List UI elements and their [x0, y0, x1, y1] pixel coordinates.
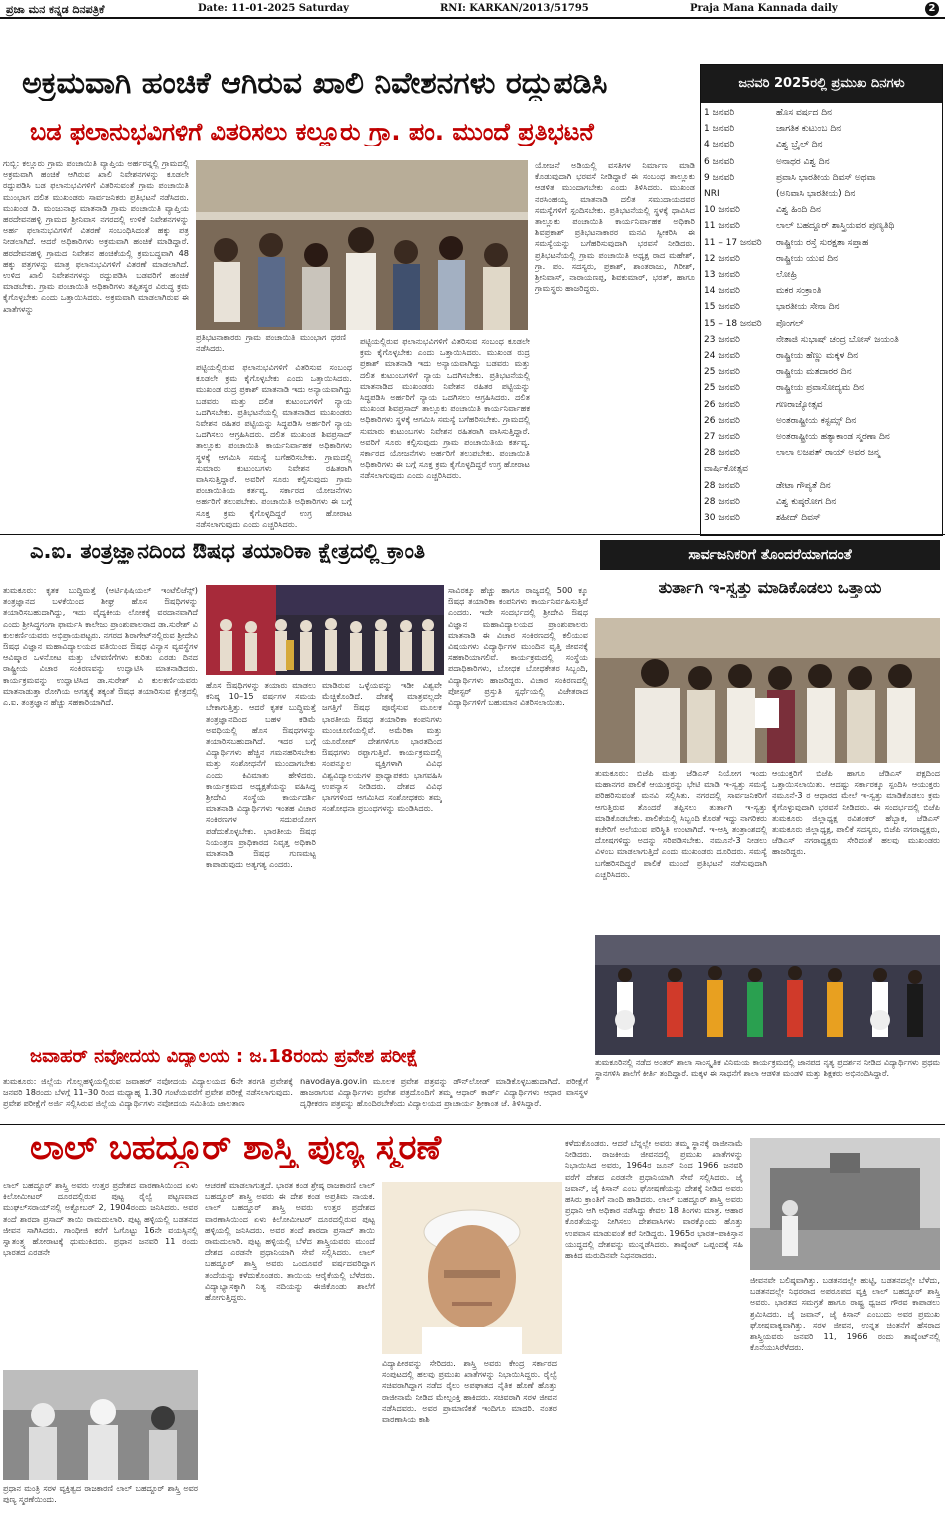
key-date-event: ರಾಷ್ಟ್ರೀಯ ಮತದಾರರ ದಿನ: [776, 367, 852, 378]
key-date-row: [704, 285, 939, 298]
key-date-date: 28 ಜನವರಿ: [704, 448, 740, 459]
key-date-event: ಜಾಗತಿಕ ಕುಟುಂಬ ದಿನ: [776, 124, 842, 135]
lead-column-3: ಯೋಜನೆ ಅಡಿಯಲ್ಲಿ ವಸತಿಗಳ ನಿರ್ಮಾಣ ಮಾಡಿ ಕೊಡುವುದಾಗಿ ಭರವಸೆ ನೀಡಿದ್ದಾರೆ ಈ ಸಂಬಂಧ ತಾಲ್ಲೂಕು ಆಡಳಿತ ಮುಂದಾಗಬೇಕು ಎಂದು ತಿಳಿಸಿದರು. ಮುಖಂಡ ನರಸಿಂಹಯ್ಯ ಮಾತನಾಡಿ ದಲಿತ ಸಮುದಾಯದವರ ಸಮಸ್ಯೆಗಳಿಗೆ ಸ್ಪಂದಿಸಬೇಕು. ಪ್ರತಿಭಟನೆಯಲ್ಲಿ ಸ್ಥಳಕ್ಕೆ ಧಾವಿಸಿದ ತಾಲ್ಲೂಕು ಪಂಚಾಯಿತಿ ಕಾರ್ಯನಿರ್ವಾಹಕ ಅಧಿಕಾರಿ ಶಿವಪ್ರಕಾಶ್ ಪ್ರತಿಭಟನಾಕಾರರ ಮನವಿ ಸ್ವೀಕರಿಸಿ ಈ ಸಮಸ್ಯೆಯನ್ನು ಬಗೆಹರಿಸುವುದಾಗಿ ಭರವಸೆ ನೀಡಿದರು. ಪ್ರತಿಭಟನೆಯಲ್ಲಿ ಗ್ರಾಮ ಪಂಚಾಯಿತಿ ಅಧ್ಯಕ್ಷ ರಾದ ಮಹೇಶ್, ಗ್ರಾ. ಪಂ. ಸದಸ್ಯರು, ಪ್ರಕಾಶ್, ಶಾಂತರಾಜು, ಗಿರೀಶ್, ಶ್ರೀನಿವಾಸ್, ನಾರಾಯಣಪ್ಪ, ಶಿವಕುಮಾರ್, ಭರತ್, ಹಾಗೂ ಗ್ರಾಮಸ್ಥರು ಹಾಜರಿದ್ದರು.: [535, 160, 695, 294]
key-date-event: ಹೊಸ ವರ್ಷದ ದಿನ: [776, 108, 833, 118]
lead-photo-caption: ಪ್ರತಿಭಟನಾಕಾರರು ಗ್ರಾಮ ಪಂಚಾಯಿತಿ ಮುಂಭಾಗ ಧರಣಿ ನಡೆಸಿದರು.: [196, 333, 346, 353]
eswathu-photo: [595, 618, 940, 763]
protest-crowd-image: [196, 160, 528, 330]
key-date-date: 12 ಜನವರಿ: [704, 253, 740, 264]
key-date-date: 1 ಜನವರಿ: [704, 108, 735, 118]
key-date-date: 11 – 17 ಜನವರಿ: [704, 237, 762, 248]
shastri-column-3: ವಿದ್ಯಾಪೀಠವನ್ನು ಸೇರಿದರು. ಶಾಸ್ತ್ರಿ ಅವರು ಕೇಂದ್ರ ಸರ್ಕಾರದ ಸಂಪುಟದಲ್ಲಿ ಹಲವು ಪ್ರಮುಖ ಖಾತೆಗಳನ್ನು ನಿಭಾಯಿಸಿದ್ದರು. ರೈಲ್ವೆ ಸಚಿವರಾಗಿದ್ದಾಗ ನಡೆದ ರೈಲು ಅಪಘಾತದ ನೈತಿಕ ಹೊಣೆ ಹೊತ್ತು ರಾಜೀನಾಮೆ ನೀಡಿದ ಮೇಲ್ಪಂಕ್ತಿ ಹಾಕಿದರು. ಸಚಿವರಾಗಿ ಸರಳ ಜೀವನ ನಡೆಸಿದವರು. ಅವರ ಪ್ರಾಮಾಣಿಕತೆ ಇಂದಿಗೂ ಮಾದರಿ. ನಂತರ ವಾರಣಾಸಿಯ ಕಾಶಿ: [382, 1358, 557, 1425]
eswathu-column-1: ತುಮಕೂರು: ಬಿಜೆಪಿ ಮತ್ತು ಜೆಡಿಎಸ್ ನಿಯೋಗ ಇಂದು ಮಹಾನಗರ ಪಾಲಿಕೆ ಆಯುಕ್ತರನ್ನು ಭೇಟಿ ಮಾಡಿ ಇ-ಸ್ವತ್ತು ಸಮಸ್ಯೆ ಪರಿಹರಿಸುವಂತೆ ಮನವಿ ಸಲ್ಲಿಸಿತು. ನಗರದಲ್ಲಿ ಸಾರ್ವಜನಿಕರಿಗೆ ಆಗುತ್ತಿರುವ ತೊಂದರೆ ತಪ್ಪಿಸಲು ತುರ್ತಾಗಿ ಇ-ಸ್ವತ್ತು ಮಾಡಿಕೊಡಬೇಕು. ಪಾಲಿಕೆಯಲ್ಲಿ ಸಿಬ್ಬಂದಿ ಕೊರತೆ ಇದ್ದು ನಾಗರಿಕರು ಕಚೇರಿಗೆ ಅಲೆಯುವ ಪರಿಸ್ಥಿತಿ ಉಂಟಾಗಿದೆ. ಇ-ಆಸ್ತಿ ತಂತ್ರಾಂಶದಲ್ಲಿ ದೋಷಗಳಿದ್ದು ಅದನ್ನು ಸರಿಪಡಿಸಬೇಕು. ನಮೂನೆ-3 ನೀಡಲು ವಿಳಂಬ ಮಾಡಲಾಗುತ್ತಿದೆ ಎಂದು ಮುಖಂಡರು ದೂರಿದರು. ಸಮಸ್ಯೆ ಬಗೆಹರಿಸದಿದ್ದರೆ ಪಾಲಿಕೆ ಮುಂದೆ ಪ್ರತಿಭಟನೆ ನಡೆಸುವುದಾಗಿ ಎಚ್ಚರಿಸಿದರು.: [595, 768, 767, 879]
key-date-date: 25 ಜನವರಿ: [704, 367, 740, 378]
key-date-date: 1 ಜನವರಿ: [704, 124, 735, 135]
section-divider-2: [0, 1124, 945, 1125]
key-date-date: 28 ಜನವರಿ: [704, 496, 740, 507]
key-date-event: ಡೇಟಾ ಗೌಪ್ಯತೆ ದಿನ: [776, 480, 831, 491]
paper-name: Praja Mana Kannada daily: [690, 3, 838, 14]
key-date-event: ಅಂತರಾಷ್ಟ್ರೀಯ ಕಸ್ಟಮ್ಸ್ ದಿನ: [776, 415, 857, 426]
key-date-row: [704, 188, 939, 201]
lead-photo: [196, 160, 528, 330]
key-dates-box: [700, 64, 943, 536]
key-date-date: 26 ಜನವರಿ: [704, 399, 740, 410]
rni-number: RNI: KARKAN/2013/51795: [440, 3, 589, 14]
shastri-headline: ಲಾಲ್ ಬಹದ್ದೂರ್ ಶಾಸ್ತ್ರಿ ಪುಣ್ಯ ಸ್ಮರಣೆ: [30, 1128, 442, 1168]
jnv-column-2: navodaya.gov.in ಮೂಲಕ ಪ್ರವೇಶ ಪತ್ರವನ್ನು ಡೌನ್‌ಲೋಡ್ ಮಾಡಿಕೊಳ್ಳಬಹುದಾಗಿದೆ. ಪರೀಕ್ಷೆಗೆ ಹಾಜರಾಗುವ ವಿದ್ಯಾರ್ಥಿಗಳು ಪ್ರವೇಶ ಪತ್ರದೊಂದಿಗೆ ತಮ್ಮ ಆಧಾರ್ ಕಾರ್ಡ್ ವಿದ್ಯಾರ್ಥಿಗಳು ಆಧಾರ ವಾಸಸ್ಥಳ ದೃಢೀಕರಣ ಪತ್ರವನ್ನು ಹೊಂದಿರಬೇಕೆಂದು ವಿದ್ಯಾಲಯದ ಪ್ರಾಚಾರ್ಯ ಶ್ರೀಕಾಂತ ಜೆ. ತಿಳಿಸಿದ್ದಾರೆ.: [300, 1076, 588, 1109]
key-date-row: [704, 139, 939, 152]
key-date-event: ರಾಷ್ಟ್ರೀಯ ಹೆಣ್ಣು ಮಕ್ಕಳ ದಿನ: [776, 351, 859, 361]
ai-column-1: ತುಮಕೂರು: ಕೃತಕ ಬುದ್ಧಿಮತ್ತೆ (ಆರ್ಟಿಫಿಷಿಯಲ್ ಇಂಟೆಲಿಜೆನ್ಸ್) ತಂತ್ರಜ್ಞಾನದ ಬಳಕೆಯಿಂದ ಶೀಘ್ರ ಹೊಸ ಔಷಧಿಗಳನ್ನು ತಯಾರಿಸಬಹುದಾಗಿದ್ದು, ಇದು ವೈದ್ಯಕೀಯ ಲೋಕಕ್ಕೆ ವರದಾನವಾಗಿದೆ ಎಂದು ಶ್ರೀಸಿದ್ಧಗಂಗಾ ಫಾರ್ಮಸಿ ಕಾಲೇಜು ಪ್ರಾಂಶುಪಾಲರಾದ ಡಾ.ಸುರೇಶ್ ವಿ ಕುಲಕರ್ಣಿಯವರು ಅಭಿಪ್ರಾಯಪಟ್ಟರು. ನಗರದ ಶಿರಾಗೇಟ್‌ನಲ್ಲಿರುವ ಶ್ರೀದೇವಿ ಔಷಧ ವಿಜ್ಞಾನ ಮಹಾವಿದ್ಯಾಲಯದ ವತಿಯಿಂದ ಔಷಧ ವಿನ್ಯಾಸ ವ್ಯವಸ್ಥೆಗಳ ಆವಿಷ್ಕಾರ ಒಳನೋಟ ಮತ್ತು ಬೆಳವಣಿಗೆಗಳು ಕುರಿತು ಎರಡು ದಿನದ ರಾಷ್ಟ್ರೀಯ ವಿಚಾರ ಸಂಕಿರಣವನ್ನು ಉದ್ಘಾಟಿಸಿ ಮಾತನಾಡಿದರು. ಕಾರ್ಯಕ್ರಮವನ್ನು ಉದ್ಘಾಟಿಸಿದ ಡಾ.ಸುರೇಶ್ ವಿ ಕುಲಕರ್ಣಿಯವರು ಮಾತನಾಡುತ್ತಾ ರೋಗಿಯ ಅಗತ್ಯಕ್ಕೆ ತಕ್ಕಂತೆ ಔಷಧ ತಯಾರಿಸುವ ಕ್ಷೇತ್ರದಲ್ಲಿ ಎ.ಐ. ತಂತ್ರಜ್ಞಾನ ಹೆಚ್ಚು ಸಹಕಾರಿಯಾಗಿದೆ.: [3, 585, 198, 708]
key-date-event: ರಾಷ್ಟ್ರೀಯ ಪ್ರವಾಸೋದ್ಯಮ ದಿನ: [776, 383, 864, 394]
key-date-event: ಮಕರ ಸಂಕ್ರಾಂತಿ: [776, 286, 822, 297]
key-date-date: 25 ಜನವರಿ: [704, 383, 740, 394]
key-date-row: [704, 447, 939, 460]
key-date-event: ಪೊಂಗಲ್: [776, 318, 804, 329]
lead-headline: ಅಕ್ರಮವಾಗಿ ಹಂಚಿಕೆ ಆಗಿರುವ ಖಾಲಿ ನಿವೇಶನಗಳು ರದ್ದುಪಡಿಸಿ: [22, 66, 608, 101]
key-date-row: [704, 512, 939, 525]
folk-dance-image: [595, 935, 940, 1055]
shastri-portrait: [382, 1182, 562, 1354]
key-date-row: [704, 301, 939, 314]
key-date-date: 13 ಜನವರಿ: [704, 270, 740, 280]
delegation-meeting-image: [595, 618, 940, 763]
key-date-row: [704, 415, 939, 428]
key-date-date: 24 ಜನವರಿ: [704, 351, 740, 361]
key-date-event: ವಿಶ್ವ ಕುಷ್ಠರೋಗ ದಿನ: [776, 496, 837, 507]
key-date-date: 15 ಜನವರಿ: [704, 302, 740, 313]
key-date-event: ವಿಶ್ವ ಬ್ರೈಲ್ ದಿನ: [776, 140, 823, 151]
key-date-event: ಲಾಲ್ ಬಹದ್ದೂರ್ ಶಾಸ್ತ್ರಿಯವರ ಪುಣ್ಯತಿಥಿ: [776, 221, 895, 232]
ai-column-3: ಮಾಡಿರುವ ಒಳ್ಳೆಯವನ್ನು ಇಡೀ ವಿಶ್ವವೇ ಮೆಚ್ಚಿಕೊಂಡಿದೆ. ದೇಶಕ್ಕೆ ಮಾತ್ರವಲ್ಲದೇ ಜಗತ್ತಿಗೆ ಔಷಧ ಪೂರೈಸುವ ಮೂಲಕ ಭಾರತೀಯ ಔಷಧ ತಯಾರಿಕಾ ಕಂಪನಿಗಳು ಮುಂಚೂಣಿಯಲ್ಲಿವೆ. ಅಮೆರಿಕಾ ಮತ್ತು ಯೂರೋಪ್ ದೇಶಗಳಿಗೂ ಭಾರತದಿಂದ ಔಷಧಗಳು ರಫ್ತಾಗುತ್ತಿವೆ. ಕಾರ್ಯಕ್ರಮದಲ್ಲಿ ಸಂಪನ್ಮೂಲ ವ್ಯಕ್ತಿಗಳಾಗಿ ವಿವಿಧ ವಿಶ್ವವಿದ್ಯಾಲಯಗಳ ಪ್ರಾಧ್ಯಾಪಕರು ಭಾಗವಹಿಸಿ ಉಪನ್ಯಾಸ ನೀಡಿದರು. ದೇಶದ ವಿವಿಧ ಭಾಗಗಳಿಂದ ಆಗಮಿಸಿದ ಸಂಶೋಧಕರು ತಮ್ಮ ಸಂಶೋಧನಾ ಪ್ರಬಂಧಗಳನ್ನು ಮಂಡಿಸಿದರು.: [322, 680, 442, 814]
lead-column-1: ಗುಬ್ಬಿ: ಕಲ್ಲೂರು ಗ್ರಾಮ ಪಂಚಾಯಿತಿ ವ್ಯಾಪ್ತಿಯ ಅರ್ಹರನ್ನಲ್ಲಿ ಗ್ರಾಮದಲ್ಲಿ ಅಕ್ರಮವಾಗಿ ಹಂಚಿಕೆ ಆಗಿರುವ ಖಾಲಿ ನಿವೇಶನಗಳನ್ನು ಕೂಡಲೇ ರದ್ದುಪಡಿಸಿ ಬಡ ಫಲಾನುಭವಿಗಳಿಗೆ ವಿತರಿಸುವಂತೆ ಗ್ರಾಮ ಪಂಚಾಯಿತಿ ಮುಂಭಾಗ ದಲಿತ ಮುಖಂಡರು ಸಾರ್ವಜನಿಕರು ಪ್ರತಿಭಟನೆ ನಡೆಸಿದರು. ಮುಖಂಡ ಡಿ. ಮಂಜುನಾಥ ಮಾತನಾಡಿ ಗ್ರಾಮ ಪಂಚಾಯಿತಿ ವ್ಯಾಪ್ತಿಯ ಹರದೇವನಹಳ್ಳಿ ಗ್ರಾಮದ ಶ್ರೀನಿವಾಸ ನಗರದಲ್ಲಿ ಉಳಿಕೆ ನಿವೇಶನಗಳನ್ನು ಅರ್ಹ ಫಲಾನುಭವಿಗಳಿಗೆ ವಿತರಣೆ ಸಂಬಂಧಿಸಿದಂತೆ ಹಕ್ಕು ಪತ್ರ ನೀಡಲಾಗಿದೆ. ಆದರೆ ಅಧಿಕಾರಿಗಳು ಅಕ್ರಮವಾಗಿ ಹಂಚಿಕೆ ಮಾಡಿದ್ದಾರೆ. ಹರದೇವನಹಳ್ಳಿ ಗ್ರಾಮದ ನಿವೇಶನ ಹಂಚಿಕೆಯಲ್ಲಿ ಕ್ರಮಬದ್ಧವಾಗಿ 48 ಹಕ್ಕು ಪತ್ರಗಳನ್ನು ಮಾತ್ರ ಫಲಾನುಭವಿಗಳಿಗೆ ವಿತರಣೆ ಮಾಡಲಾಗಿದೆ. ಉಳಿದ ಖಾಲಿ ನಿವೇಶನಗಳನ್ನು ರದ್ದುಪಡಿಸಿ ಬಡವರಿಗೆ ಹಂಚಿಕೆ ಮಾಡಬೇಕು. ಗ್ರಾಮ ಪಂಚಾಯಿತಿ ಅಧಿಕಾರಿಗಳು ತಪ್ಪಿತಸ್ಥರ ವಿರುದ್ಧ ಕ್ರಮ ಕೈಗೊಳ್ಳಬೇಕು ಎಂದು ಒತ್ತಾಯಿಸಿದರು. ಅಕ್ರಮವಾಗಿ ಮಾಡಲಾಗಿರುವ ಈ ಖಾತೆಗಳನ್ನು: [3, 158, 189, 314]
key-date-row: [704, 269, 939, 282]
key-date-date: ವಾರ್ಷಿಕೋತ್ಸವ: [704, 464, 748, 475]
key-date-row: [704, 172, 939, 185]
key-date-row: [704, 237, 939, 250]
key-date-row: [704, 318, 939, 331]
shastri-portrait-image: [382, 1182, 562, 1354]
page-number: 2: [925, 2, 939, 16]
key-date-date: 26 ಜನವರಿ: [704, 415, 740, 426]
jnv-column-1: ತುಮಕೂರು: ಜಿಲ್ಲೆಯ ಗೊಲ್ಲಹಳ್ಳಿಯಲ್ಲಿರುವ ಜವಾಹರ್ ನವೋದಯ ವಿದ್ಯಾಲಯದ 6ನೇ ತರಗತಿ ಪ್ರವೇಶಕ್ಕೆ ಜನವರಿ 18ರಂದು ಬೆಳಗ್ಗೆ 11–30 ರಿಂದ ಮಧ್ಯಾಹ್ನ 1.30 ಗಂಟೆಯವರೆಗೆ ಪ್ರವೇಶ ಪರೀಕ್ಷೆ ನಡೆಸಲಾಗುವುದು. ಪ್ರವೇಶ ಪರೀಕ್ಷೆಗೆ ಅರ್ಜಿ ಸಲ್ಲಿಸಿರುವ ಜಿಲ್ಲೆಯ ವಿದ್ಯಾರ್ಥಿಗಳು ನವೋದಯ ಸಮಿತಿಯ ಜಾಲತಾಣ: [3, 1076, 293, 1109]
key-date-date: 14 ಜನವರಿ: [704, 286, 740, 297]
header-rule: [0, 17, 945, 19]
key-date-row: [704, 123, 939, 136]
key-date-row: [704, 220, 939, 233]
ai-column-4: ಸಾವಿರಕ್ಕೂ ಹೆಚ್ಚು ಹಾಗೂ ರಾಜ್ಯದಲ್ಲಿ 500 ಕ್ಕೂ ಔಷಧ ತಯಾರಿಕಾ ಕಂಪನಿಗಳು ಕಾರ್ಯನಿರ್ವಹಿಸುತ್ತಿವೆ ಎಂದರು. ಇದೇ ಸಂದರ್ಭದಲ್ಲಿ ಶ್ರೀದೇವಿ ಔಷಧ ವಿಜ್ಞಾನ ಮಹಾವಿದ್ಯಾಲಯದ ಪ್ರಾಂಶುಪಾಲರು ಮಾತನಾಡಿ ಈ ವಿಚಾರ ಸಂಕಿರಣದಲ್ಲಿ ಕಲಿಯುವ ವಿಷಯಗಳು ವಿದ್ಯಾರ್ಥಿಗಳ ಮುಂದಿನ ವೃತ್ತಿ ಜೀವನಕ್ಕೆ ಸಹಕಾರಿಯಾಗಲಿವೆ. ಕಾರ್ಯಕ್ರಮದಲ್ಲಿ ಸಂಸ್ಥೆಯ ಪದಾಧಿಕಾರಿಗಳು, ಬೋಧಕ ಬೋಧಕೇತರ ಸಿಬ್ಬಂದಿ, ವಿದ್ಯಾರ್ಥಿಗಳು ಹಾಜರಿದ್ದರು. ವಿಚಾರ ಸಂಕಿರಣದಲ್ಲಿ ಪೋಸ್ಟರ್ ಪ್ರಸ್ತುತಿ ಸ್ಪರ್ಧೆಯಲ್ಲಿ ವಿಜೇತರಾದ ವಿದ್ಯಾರ್ಥಿಗಳಿಗೆ ಬಹುಮಾನ ವಿತರಿಸಲಾಯಿತು.: [448, 585, 588, 708]
key-date-event: ರಾಷ್ಟ್ರೀಯ ಯುವ ದಿನ: [776, 253, 839, 264]
shastri-column-5: ಜೀವನವೇ ಬಲಿಷ್ಠವಾಗಿತ್ತು. ಬಡತನದಲ್ಲೇ ಹುಟ್ಟಿ, ಬಡತನದಲ್ಲೇ ಬೆಳೆದು, ಬಡತನದಲ್ಲೇ ನಿಧರರಾದ ಅಪರೂಪದ ವ್ಯಕ್ತಿ ಲಾಲ್ ಬಹದ್ದೂರ್ ಶಾಸ್ತ್ರಿ ಅವರು. ಭಾರತದ ಸಮಗ್ರತೆ ಹಾಗೂ ರಾಷ್ಟ್ರ ಧ್ವಜದ ಗೌರವ ಕಾಪಾಡಲು ಶ್ರಮಿಸಿದರು. ಜೈ ಜವಾನ್, ಜೈ ಕಿಸಾನ್ ಎಂಬುದು ಅವರ ಪ್ರಮುಖ ಘೋಷವಾಕ್ಯವಾಗಿತ್ತು. ಸರಳ ಜೀವನ, ಉನ್ನತ ಚಿಂತನೆಗೆ ಹೆಸರಾದ ಶಾಸ್ತ್ರಿಯವರು ಜನವರಿ 11, 1966 ರಂದು ತಾಷ್ಕೆಂಟ್‌ನಲ್ಲಿ ಕೊನೆಯುಸಿರೆಳೆದರು.: [750, 1275, 940, 1353]
key-date-row: [704, 463, 939, 476]
shastri-memorial-image: [750, 1138, 940, 1270]
key-date-date: 15 – 18 ಜನವರಿ: [704, 318, 762, 329]
key-date-row: [704, 399, 939, 412]
key-date-row: [704, 156, 939, 169]
eswathu-tagline: ಸಾರ್ವಜನಿಕರಿಗೆ ತೊಂದರೆಯಾಗದಂತೆ: [600, 540, 940, 570]
issue-date: Date: 11-01-2025 Saturday: [198, 3, 349, 14]
shastri-column-4: ಕಳೆದುಕೊಂಡರು. ಆದರೆ ಬೆನ್ನಲ್ಲೇ ಅವರು ತಮ್ಮ ಸ್ಥಾನಕ್ಕೆ ರಾಜೀನಾಮೆ ನೀಡಿದರು. ರಾಜಕೀಯ ಜೀವನದಲ್ಲಿ ಪ್ರಮುಖ ಖಾತೆಗಳನ್ನು ನಿಭಾಯಿಸಿದ ಅವರು, 1964ರ ಜೂನ್ ನಿಂದ 1966 ಜನವರಿ ವರೆಗೆ ದೇಶದ ಎರಡನೇ ಪ್ರಧಾನಿಯಾಗಿ ಸೇವೆ ಸಲ್ಲಿಸಿದರು. ಜೈ ಜವಾನ್, ಜೈ ಕಿಸಾನ್ ಎಂಬ ಘೋಷಣೆಯನ್ನು ದೇಶಕ್ಕೆ ನೀಡಿದ ಅವರು ಹಸಿರು ಕ್ರಾಂತಿಗೆ ನಾಂದಿ ಹಾಡಿದರು. ಲಾಲ್ ಬಹದ್ದೂರ್ ಶಾಸ್ತ್ರಿ ಅವರು ಪ್ರಧಾನಿ ಆಗಿ ಅಧಿಕಾರ ನಡೆಸಿದ್ದು ಕೇವಲ 18 ತಿಂಗಳು ಮಾತ್ರ. ಆಹಾರ ಕೊರತೆಯನ್ನು ನೀಗಿಸಲು ದೇಶವಾಸಿಗಳು ವಾರಕ್ಕೊಂದು ಹೊತ್ತು ಉಪವಾಸ ಮಾಡುವಂತೆ ಕರೆ ನೀಡಿದ್ದರು. 1965ರ ಭಾರತ–ಪಾಕಿಸ್ತಾನ ಯುದ್ಧದಲ್ಲಿ ದೇಶವನ್ನು ಮುನ್ನಡೆಸಿದರು. ತಾಷ್ಕೆಂಟ್ ಒಪ್ಪಂದಕ್ಕೆ ಸಹಿ ಹಾಕಿದ ಮರುದಿನವೇ ನಿಧನರಾದರು.: [565, 1138, 743, 1261]
section-divider: [0, 534, 945, 535]
shastri-column-2: ಆಚರಣೆ ಮಾಡಲಾಗುತ್ತದೆ. ಭಾರತ ಕಂಡ ಶ್ರೇಷ್ಠ ರಾಜಕಾರಣಿ ಲಾಲ್ ಬಹದ್ದೂರ್ ಶಾಸ್ತ್ರಿ ಅವರು ಈ ದೇಶ ಕಂಡ ಅಪ್ರತಿಮ ನಾಯಕ. ಲಾಲ್ ಬಹದ್ದೂರ್ ಶಾಸ್ತ್ರಿ ಅವರು ಉತ್ತರ ಪ್ರದೇಶದ ವಾರಣಾಸಿಯಿಂದ ಏಳು ಕಿಲೋಮೀಟರ್ ದೂರದಲ್ಲಿರುವ ಪುಟ್ಟ ಹಳ್ಳಿಯಲ್ಲಿ ಜನಿಸಿದರು. ಅವರ ತಂದೆ ಶಾರದಾ ಪ್ರಸಾದ್ ತಾಯಿ ರಾಮದುಲಾರಿ. ಪುಟ್ಟ ಹಳ್ಳಿಯಲ್ಲಿ ಬೆಳೆದ ಶಾಸ್ತ್ರಿಯವರು ಮುಂದೆ ದೇಶದ ಎರಡನೇ ಪ್ರಧಾನಿಯಾಗಿ ಸೇವೆ ಸಲ್ಲಿಸಿದರು. ಲಾಲ್ ಬಹದ್ದೂರ್ ಶಾಸ್ತ್ರಿ ಅವರು ಒಂದೂವರೆ ವರ್ಷದವರಿದ್ದಾಗ ತಂದೆಯನ್ನು ಕಳೆದುಕೊಂಡರು. ತಾಯಿಯ ಆರೈಕೆಯಲ್ಲಿ ಬೆಳೆದರು. ವಿದ್ಯಾಭ್ಯಾಸಕ್ಕಾಗಿ ನಿತ್ಯ ನದಿಯನ್ನು ಈಜಿಕೊಂಡು ಶಾಲೆಗೆ ಹೋಗುತ್ತಿದ್ದರು.: [205, 1180, 375, 1303]
key-date-row: [704, 350, 939, 363]
key-dates-title: ಜನವರಿ 2025ರಲ್ಲಿ ಪ್ರಮುಖ ದಿನಗಳು: [701, 65, 942, 103]
key-date-event: ಲೋಹ್ರಿ: [776, 270, 798, 280]
shastri-bw-caption: ಪ್ರಧಾನ ಮಂತ್ರಿ ಸರಳ ವ್ಯಕ್ತಿತ್ವದ ರಾಜಕಾರಣಿ ಲಾಲ್ ಬಹದ್ದೂರ್ ಶಾಸ್ತ್ರಿ ಅವರ ಪುಣ್ಯ ಸ್ಮರಣೆಯಿಂದು.: [3, 1484, 198, 1504]
key-date-date: 28 ಜನವರಿ: [704, 480, 740, 491]
key-date-row: [704, 480, 939, 493]
key-date-event: ಭಾರತೀಯ ಸೇನಾ ದಿನ: [776, 302, 840, 313]
key-date-event: ಅಂತರಾಷ್ಟ್ರೀಯ ಹತ್ಯಾಕಾಂಡ ಸ್ಮರಣಾ ದಿನ: [776, 432, 890, 442]
key-date-date: NRI: [704, 189, 720, 199]
key-date-row: [704, 107, 939, 120]
lead-column-2: ಪಟ್ಟಿಯಲ್ಲಿರುವ ಫಲಾನುಭವಿಗಳಿಗೆ ವಿತರಿಸುವ ಸಂಬಂಧ ಕೂಡಲೇ ಕ್ರಮ ಕೈಗೊಳ್ಳಬೇಕು ಎಂದು ಒತ್ತಾಯಿಸಿದರು. ಮುಖಂಡ ರುದ್ರ ಪ್ರಕಾಶ್ ಮಾತನಾಡಿ ಇದು ಅನ್ಯಾಯವಾಗಿದ್ದು ಬಡವರು ಮತ್ತು ದಲಿತ ಕುಟುಂಬಗಳಿಗೆ ನ್ಯಾಯ ಒದಗಿಸಬೇಕು. ಪ್ರತಿಭಟನೆಯಲ್ಲಿ ಮಾತನಾಡಿದ ಮುಖಂಡರು ನಿವೇಶನ ರಹಿತರ ಪಟ್ಟಿಯನ್ನು ಸಿದ್ಧಪಡಿಸಿ ಅರ್ಹರಿಗೆ ನ್ಯಾಯ ಒದಗಿಸಲು ಆಗ್ರಹಿಸಿದರು. ದಲಿತ ಮುಖಂಡ ಶಿವಪ್ರಸಾದ್ ತಾಲ್ಲೂಕು ಪಂಚಾಯಿತಿ ಕಾರ್ಯನಿರ್ವಾಹಕ ಅಧಿಕಾರಿಗಳು ಸ್ಥಳಕ್ಕೆ ಆಗಮಿಸಿ ಸಮಸ್ಯೆ ಬಗೆಹರಿಸಬೇಕು. ಗ್ರಾಮದಲ್ಲಿ ಸುಮಾರು ಕುಟುಂಬಗಳು ನಿವೇಶನ ರಹಿತರಾಗಿ ವಾಸಿಸುತ್ತಿದ್ದಾರೆ. ಅವರಿಗೆ ಸೂರು ಕಲ್ಪಿಸುವುದು ಗ್ರಾಮ ಪಂಚಾಯಿತಿಯ ಕರ್ತವ್ಯ. ಸರ್ಕಾರದ ಯೋಜನೆಗಳು ಅರ್ಹರಿಗೆ ತಲುಪಬೇಕು. ಪಂಚಾಯಿತಿ ಅಧಿಕಾರಿಗಳು ಈ ಬಗ್ಗೆ ಸೂಕ್ತ ಕ್ರಮ ಕೈಗೊಳ್ಳದಿದ್ದರೆ ಉಗ್ರ ಹೋರಾಟ ನಡೆಸಲಾಗುವುದು ಎಂದು ಎಚ್ಚರಿಸಿದರು.: [196, 362, 352, 529]
key-date-date: 30 ಜನವರಿ: [704, 513, 740, 523]
masthead-logo: ಪ್ರಜಾ ಮನ ಕನ್ನಡ ದಿನಪತ್ರಿಕೆ: [6, 3, 105, 16]
key-date-event: ರಾಷ್ಟ್ರೀಯ ರಸ್ತೆ ಸುರಕ್ಷತಾ ಸಪ್ತಾಹ: [776, 237, 869, 248]
page-header: [0, 0, 945, 50]
key-date-date: 6 ಜನವರಿ: [704, 156, 735, 167]
lead-subheadline: ಬಡ ಫಲಾನುಭವಿಗಳಿಗೆ ವಿತರಿಸಲು ಕಲ್ಲೂರು ಗ್ರಾ. ಪಂ. ಮುಂದೆ ಪ್ರತಿಭಟನೆ: [30, 118, 594, 146]
key-date-row: [704, 253, 939, 266]
key-date-event: ಗಣರಾಜ್ಯೋತ್ಸವ: [776, 399, 823, 410]
key-date-date: 27 ಜನವರಿ: [704, 432, 740, 442]
ai-column-2: ಹೊಸ ಔಷಧಿಗಳನ್ನು ತಯಾರು ಮಾಡಲು ಕನಿಷ್ಠ 10–15 ವರ್ಷಗಳ ಸಮಯ ಬೇಕಾಗುತ್ತಿತ್ತು. ಆದರೆ ಕೃತಕ ಬುದ್ಧಿಮತ್ತೆ ತಂತ್ರಜ್ಞಾನದಿಂದ ಬಹಳ ಕಡಿಮೆ ಅವಧಿಯಲ್ಲಿ ಹೊಸ ಔಷಧಗಳನ್ನು ತಯಾರಿಸಬಹುದಾಗಿದೆ. ಇದರ ಬಗ್ಗೆ ವಿದ್ಯಾರ್ಥಿಗಳು ಹೆಚ್ಚಿನ ಗಮನಹರಿಸಬೇಕು ಮತ್ತು ಸಂಶೋಧನೆಗೆ ಮುಂದಾಗಬೇಕು ಎಂದು ಕಿವಿಮಾತು ಹೇಳಿದರು. ಕಾರ್ಯಕ್ರಮದ ಅಧ್ಯಕ್ಷತೆಯನ್ನು ವಹಿಸಿದ್ದ ಶ್ರೀದೇವಿ ಸಂಸ್ಥೆಯ ಕಾರ್ಯದರ್ಶಿ ಮಾತನಾಡಿ ವಿದ್ಯಾರ್ಥಿಗಳು ಇಂತಹ ವಿಚಾರ ಸಂಕಿರಣಗಳ ಸದುಪಯೋಗ ಪಡೆದುಕೊಳ್ಳಬೇಕು. ಭಾರತೀಯ ಔಷಧ ನಿಯಂತ್ರಣ ಪ್ರಾಧಿಕಾರದ ನಿವೃತ್ತ ಅಧಿಕಾರಿ ಮಾತನಾಡಿ ಔಷಧ ಗುಣಮಟ್ಟ ಕಾಪಾಡುವುದು ಅತ್ಯಗತ್ಯ ಎಂದರು.: [206, 680, 316, 870]
key-date-event: ಲಾಲಾ ಲಜಪತ್ ರಾಯ್ ಅವರ ಜನ್ಮ: [776, 448, 881, 459]
key-date-event: ವಿಶ್ವ ಹಿಂದಿ ದಿನ: [776, 205, 821, 216]
shastri-bw-photo: [3, 1370, 198, 1480]
key-date-date: 10 ಜನವರಿ: [704, 205, 740, 216]
key-date-event: (ಅನಿವಾಸಿ ಭಾರತೀಯ) ದಿನ: [776, 189, 856, 199]
dance-photo-caption: ತುಮಕೂರಿನಲ್ಲಿ ನಡೆದ ಅಂತರ್ ಶಾಲಾ ಸಾಂಸ್ಕೃತಿಕ ವಿನಿಮಯ ಕಾರ್ಯಕ್ರಮದಲ್ಲಿ ಜಾನಪದ ನೃತ್ಯ ಪ್ರದರ್ಶನ ನೀಡಿದ ವಿದ್ಯಾರ್ಥಿಗಳು ಪ್ರಥಮ ಸ್ಥಾನಗಳಿಸಿ ಶಾಲೆಗೆ ಕೀರ್ತಿ ತಂದಿದ್ದಾರೆ. ಮಕ್ಕಳ ಈ ಸಾಧನೆಗೆ ಶಾಲಾ ಆಡಳಿತ ಮಂಡಳಿ ಮತ್ತು ಶಿಕ್ಷಕರು ಅಭಿನಂದಿಸಿದ್ದಾರೆ.: [595, 1058, 940, 1078]
lead-column-2b: ಪಟ್ಟಿಯಲ್ಲಿರುವ ಫಲಾನುಭವಿಗಳಿಗೆ ವಿತರಿಸುವ ಸಂಬಂಧ ಕೂಡಲೇ ಕ್ರಮ ಕೈಗೊಳ್ಳಬೇಕು ಎಂದು ಒತ್ತಾಯಿಸಿದರು. ಮುಖಂಡ ರುದ್ರ ಪ್ರಕಾಶ್ ಮಾತನಾಡಿ ಇದು ಅನ್ಯಾಯವಾಗಿದ್ದು ಬಡವರು ಮತ್ತು ದಲಿತ ಕುಟುಂಬಗಳಿಗೆ ನ್ಯಾಯ ಒದಗಿಸಬೇಕು. ಪ್ರತಿಭಟನೆಯಲ್ಲಿ ಮಾತನಾಡಿದ ಮುಖಂಡರು ನಿವೇಶನ ರಹಿತರ ಪಟ್ಟಿಯನ್ನು ಸಿದ್ಧಪಡಿಸಿ ಅರ್ಹರಿಗೆ ನ್ಯಾಯ ಒದಗಿಸಲು ಆಗ್ರಹಿಸಿದರು. ದಲಿತ ಮುಖಂಡ ಶಿವಪ್ರಸಾದ್ ತಾಲ್ಲೂಕು ಪಂಚಾಯಿತಿ ಕಾರ್ಯನಿರ್ವಾಹಕ ಅಧಿಕಾರಿಗಳು ಸ್ಥಳಕ್ಕೆ ಆಗಮಿಸಿ ಸಮಸ್ಯೆ ಬಗೆಹರಿಸಬೇಕು. ಗ್ರಾಮದಲ್ಲಿ ಸುಮಾರು ಕುಟುಂಬಗಳು ನಿವೇಶನ ರಹಿತರಾಗಿ ವಾಸಿಸುತ್ತಿದ್ದಾರೆ. ಅವರಿಗೆ ಸೂರು ಕಲ್ಪಿಸುವುದು ಗ್ರಾಮ ಪಂಚಾಯಿತಿಯ ಕರ್ತವ್ಯ. ಸರ್ಕಾರದ ಯೋಜನೆಗಳು ಅರ್ಹರಿಗೆ ತಲುಪಬೇಕು. ಪಂಚಾಯಿತಿ ಅಧಿಕಾರಿಗಳು ಈ ಬಗ್ಗೆ ಸೂಕ್ತ ಕ್ರಮ ಕೈಗೊಳ್ಳದಿದ್ದರೆ ಉಗ್ರ ಹೋರಾಟ ನಡೆಸಲಾಗುವುದು ಎಂದು ಎಚ್ಚರಿಸಿದರು.: [360, 336, 530, 481]
eswathu-column-2: ಆಯುಕ್ತರಿಗೆ ಬಿಜೆಪಿ ಹಾಗೂ ಜೆಡಿಎಸ್ ಪಕ್ಷದಿಂದ ಒತ್ತಾಯಿಸಲಾಯಿತು. ಆದಷ್ಟು ಸರ್ಕಾರಕ್ಕೂ ಸ್ಪಂದಿಸಿ ಆಯುಕ್ತರು ನಮೂನೆ-3 ರ ಆಧಾರದ ಮೇಲೆ ಇ-ಸ್ವತ್ತು ಮಾಡಿಕೊಡಲು ಕ್ರಮ ಕೈಗೊಳ್ಳುವುದಾಗಿ ಭರವಸೆ ನೀಡಿದರು. ಈ ಸಂದರ್ಭದಲ್ಲಿ ಬಿಜೆಪಿ ತುಮಕೂರು ಜಿಲ್ಲಾಧ್ಯಕ್ಷ ರವಿಶಂಕರ್ ಹೆಬ್ಬಾಕ, ಜೆಡಿಎಸ್ ತುಮಕೂರು ಜಿಲ್ಲಾಧ್ಯಕ್ಷ, ಪಾಲಿಕೆ ಸದಸ್ಯರು, ಬಿಜೆಪಿ ನಗರಾಧ್ಯಕ್ಷರು, ಜೆಡಿಎಸ್ ನಗರಾಧ್ಯಕ್ಷರು ಸೇರಿದಂತೆ ಹಲವು ಮುಖಂಡರು ಹಾಜರಿದ್ದರು.: [772, 768, 940, 857]
key-date-row: [704, 431, 939, 444]
key-date-row: [704, 366, 939, 379]
ai-headline: ಎ.ಐ. ತಂತ್ರಜ್ಞಾನದಿಂದ ಔಷಧ ತಯಾರಿಕಾ ಕ್ಷೇತ್ರದಲ್ಲಿ ಕ್ರಾಂತಿ: [30, 539, 425, 563]
key-date-event: ಅನಾಥರ ವಿಶ್ವ ದಿನ: [776, 156, 830, 167]
key-date-date: 9 ಜನವರಿ: [704, 172, 735, 183]
key-date-date: 4 ಜನವರಿ: [704, 140, 735, 151]
key-date-event: ಪ್ರವಾಸಿ ಭಾರತೀಯ ದಿವಸ್ ಅಥವಾ: [776, 172, 876, 183]
key-date-event: ಶಹೀದ್ ದಿವಸ್: [776, 513, 821, 523]
ai-photo: [206, 585, 444, 675]
dance-photo: [595, 935, 940, 1055]
key-date-row: [704, 382, 939, 395]
key-date-date: 23 ಜನವರಿ: [704, 334, 740, 345]
seminar-stage-image: [206, 585, 444, 675]
jnv-headline: ಜವಾಹರ್ ನವೋದಯ ವಿದ್ಯಾಲಯ : ಜ.18ರಂದು ಪ್ರವೇಶ ಪರೀಕ್ಷೆ: [30, 1046, 419, 1067]
key-date-row: [704, 496, 939, 509]
key-date-row: [704, 334, 939, 347]
key-date-date: 11 ಜನವರಿ: [704, 221, 740, 232]
shastri-column-1: ಲಾಲ್ ಬಹದ್ದೂರ್ ಶಾಸ್ತ್ರಿ ಅವರು ಉತ್ತರ ಪ್ರದೇಶದ ವಾರಣಾಸಿಯಿಂದ ಏಳು ಕಿಲೋಮೀಟರ್ ದೂರದಲ್ಲಿರುವ ಪುಟ್ಟ ರೈಲ್ವೆ ಪಟ್ಟಣವಾದ ಮುಘಲ್‌ಸರಾಯ್‌ನಲ್ಲಿ ಅಕ್ಟೋಬರ್ 2, 1904ರಂದು ಜನಿಸಿದರು. ಅವರ ತಂದೆ ಶಾರದಾ ಪ್ರಸಾದ್ ತಾಯಿ ರಾಮದುಲಾರಿ. ಪುಟ್ಟ ಹಳ್ಳಿಯಲ್ಲಿ ಬಡತನದ ಜೀವನ ಸಾಗಿಸಿದರು. ಗಾಂಧೀಜಿ ಕರೆಗೆ ಓಗೊಟ್ಟು 16ನೇ ವಯಸ್ಸಿನಲ್ಲಿ ಸ್ವಾತಂತ್ರ್ಯ ಹೋರಾಟಕ್ಕೆ ಧುಮುಕಿದರು. ಪ್ರಧಾನ ಜನವರಿ 11 ರಂದು ಭಾರತದ ಎರಡನೇ: [3, 1180, 198, 1258]
key-date-event: ನೇತಾಜಿ ಸುಭಾಷ್ ಚಂದ್ರ ಬೋಸ್ ಜಯಂತಿ: [776, 334, 899, 345]
eswathu-headline: ತುರ್ತಾಗಿ ಇ-ಸ್ವತ್ತು ಮಾಡಿಕೊಡಲು ಒತ್ತಾಯ: [658, 578, 882, 597]
shastri-group-image: [3, 1370, 198, 1480]
memorial-photo: [750, 1138, 940, 1270]
key-date-row: [704, 204, 939, 217]
